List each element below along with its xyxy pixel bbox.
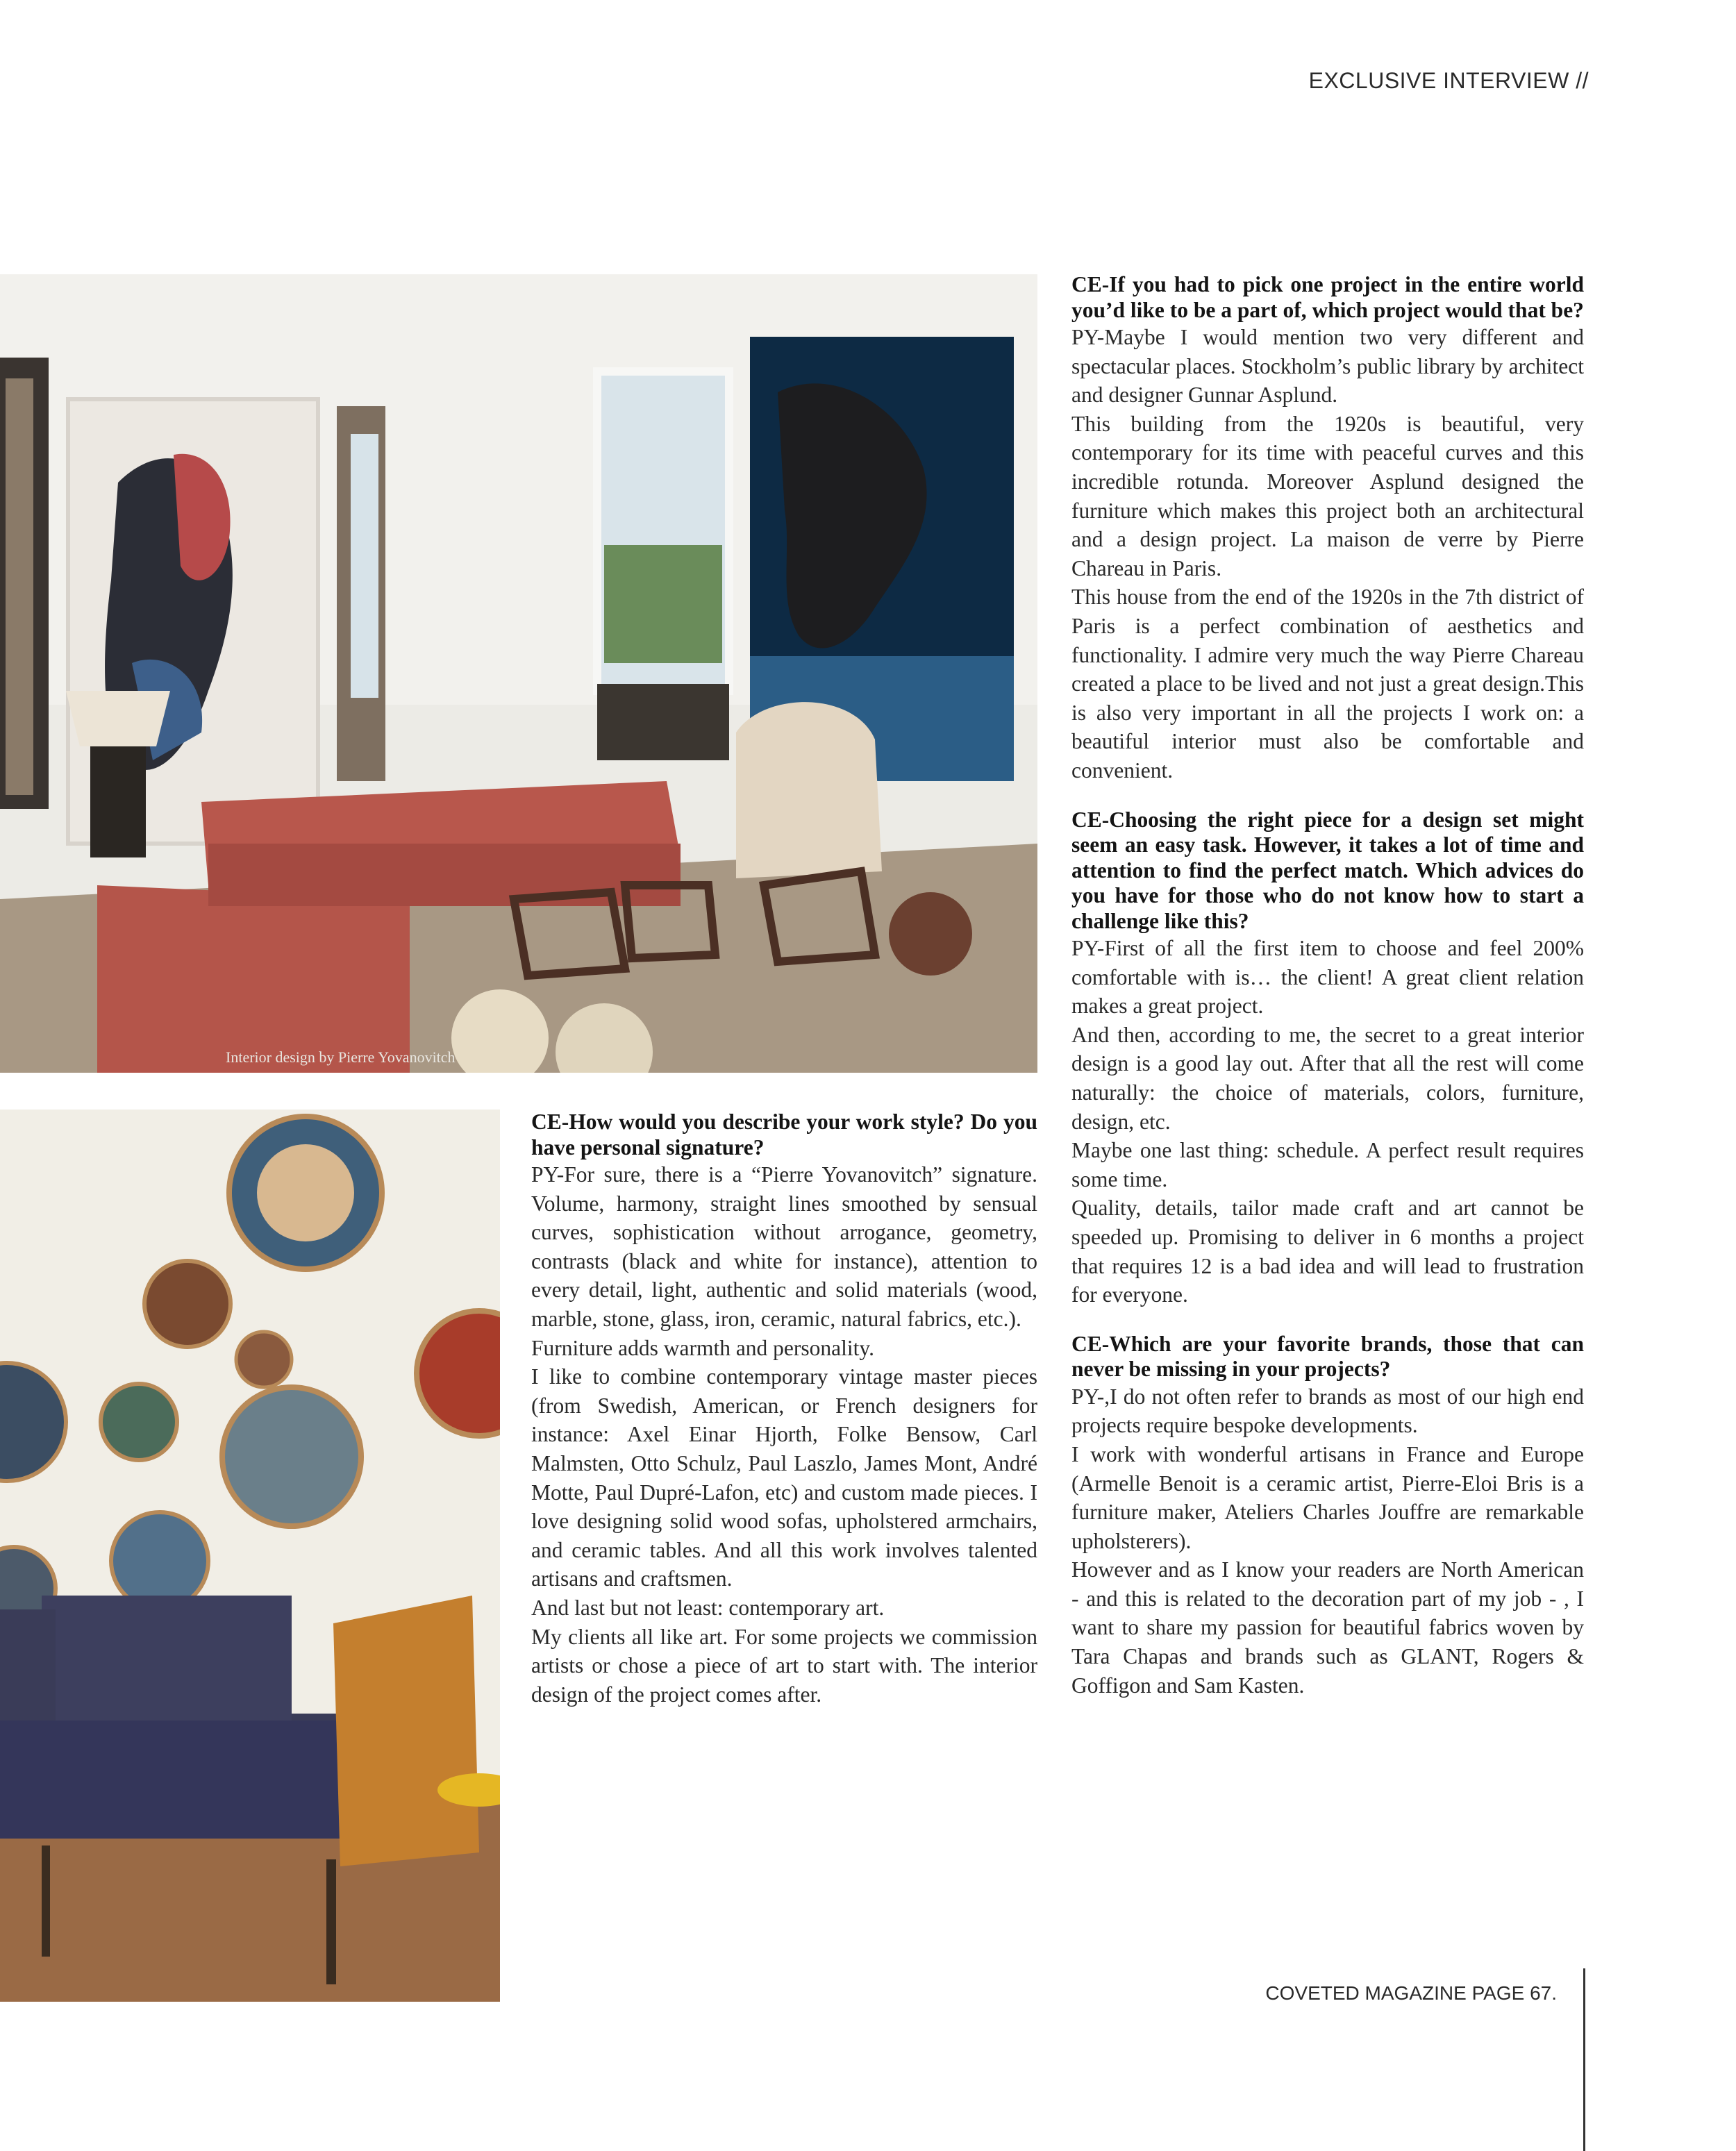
question-heading: CE-Choosing the right piece for a design set might seem an easy task. However, it takes a lot of time and attention to find the perfect match. Which advices do you have for those who do not know how to start a challenge like this? [1071,807,1584,933]
answer-paragraph: Furniture adds warmth and personality. [531,1335,874,1360]
answer-paragraph: And last but not least: contemporary art. [531,1595,885,1620]
answer-paragraph: PY-First of all the first item to choose and feel 200% comfortable with is… the client! A great client relation makes a great project. [1071,936,1584,1019]
answer-paragraph: However and as I know your readers are North American - and this is related to the decoration part of my job - , I want to share my passion for beautiful fabrics woven by Tara Chapas and brands such as GLANT, Rogers & Goffigon and Sam Kasten. [1071,1557,1584,1698]
answer-paragraph: This building from the 1920s is beautiful, very contemporary for its time with peaceful curves and this incredible rotunda. Moreover Asplund designed the furniture which makes this project both an architectural and a design project. La maison de verre by Pierre Chareau in Paris. [1071,411,1584,580]
answer-paragraph: Maybe one last thing: schedule. A perfect result requires some time. [1071,1138,1584,1191]
answer-paragraph: I like to combine contemporary vintage master pieces (from Swedish, American, or French designers for instance: Axel Einar Hjorth, Folke Bensow, Carl Malmsten, Otto Schulz, Paul Laszlo, James Mont, André Motte, Paul Dupré-Lafon, etc) and custom made pieces. I love designing solid wood sofas, upholstered armchairs, and ceramic tables. And all this work involves talented artisans and craftsmen. [531,1364,1037,1591]
photo-caption: Interior design by Pierre Yovanovitch [226,1048,456,1066]
question-heading: CE-How would you describe your work style? Do you have personal signature? [531,1110,1037,1160]
question-heading: CE-Which are your favorite brands, those that can never be missing in your projects? [1071,1331,1584,1382]
section-gap [1071,785,1584,807]
section-gap [1071,1309,1584,1332]
sofa-photo [0,1110,500,2002]
answer-paragraph: PY-For sure, there is a “Pierre Yovanovitch” signature. Volume, harmony, straight lines smoothed by sensual curves, sophistication without arrogance, geometry, contrasts (black and white for instance), attention to every detail, light, authentic and solid materials (wood, marble, stone, glass, iron, ceramic, natural fabrics, etc.). [531,1162,1037,1331]
question-heading: CE-If you had to pick one project in the entire world you’d like to be a part of, which project would that be? [1071,272,1584,322]
answer-paragraph: I work with wonderful artisans in France and Europe (Armelle Benoit is a ceramic artist, Pierre-Eloi Bris is a furniture maker, Ateliers Charles Jouffre are remarkable upholsterers). [1071,1441,1584,1553]
answer-paragraph: My clients all like art. For some projects we commission artists or chose a piece of art to start with. The interior design of the project comes after. [531,1624,1037,1707]
living-room-photo [0,274,1037,1073]
article-middle-column [531,1110,1037,1709]
answer-paragraph: PY-Maybe I would mention two very different and spectacular places. Stockholm’s public library by architect and designer Gunnar Asplund. [1071,325,1584,408]
answer-paragraph: And then, according to me, the secret to a great interior design is a good lay out. After that all the rest will come naturally: the choice of materials, colors, furniture, design, etc. [1071,1022,1584,1134]
section-header: EXCLUSIVE INTERVIEW // [1308,68,1589,93]
answer-paragraph: This house from the end of the 1920s in the 7th district of Paris is a perfect combination of aesthetics and functionality. I admire very much the way Pierre Chareau created a place to be lived and not just a great design.This is also very important in all the projects I work on: a beautiful interior must also be comfortable and convenient. [1071,585,1584,782]
answer-paragraph: Quality, details, tailor made craft and art cannot be speeded up. Promising to deliver in 6 months a project that requires 12 is a bad idea and will lead to frustration for everyone. [1071,1196,1584,1307]
article-right-column [1071,272,1584,1700]
answer-paragraph: PY-,I do not often refer to brands as most of our high end projects require bespoke developments. [1071,1384,1584,1438]
page-footer: COVETED MAGAZINE PAGE 67. [1265,1982,1557,2004]
footer-divider [1583,1968,1585,2151]
